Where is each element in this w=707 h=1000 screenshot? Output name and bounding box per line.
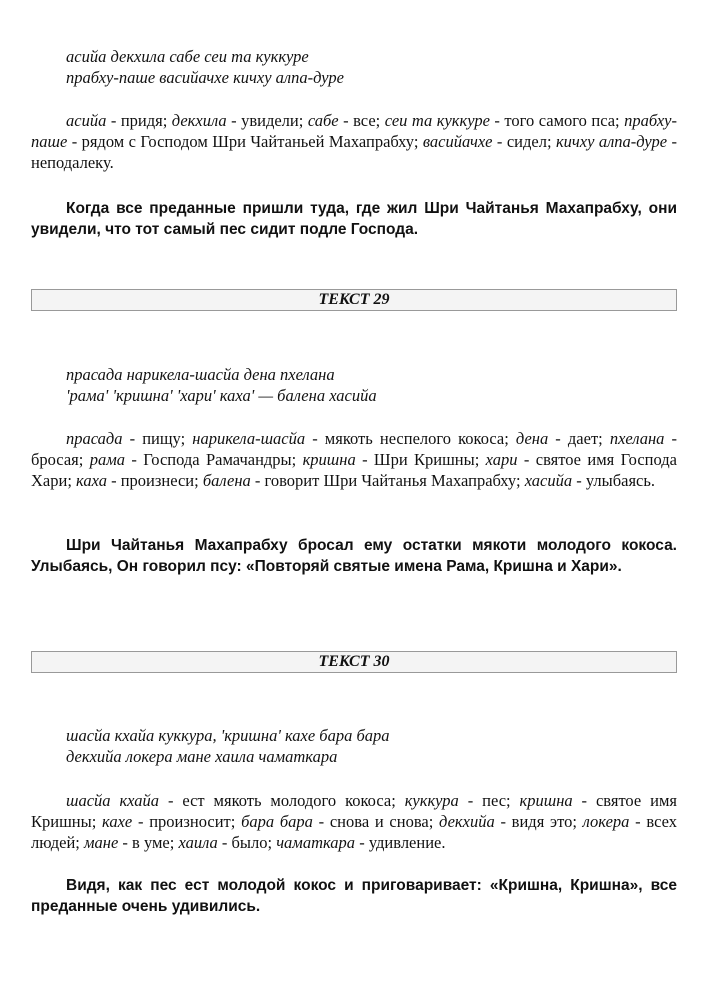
synonym-meaning: все bbox=[353, 111, 376, 130]
synonym-meaning: говорит Шри Чайтанья Махапрабху bbox=[264, 471, 516, 490]
verse-line: асийа декхила сабе сеи та куккуре bbox=[66, 47, 309, 66]
synonyms: шасйа кхайа - ест мякоть молодого кокоса; куккура - пес; кришна - святое имя Кришны; кахе - произносит; бара бара - снова и снова; декхийа - видя это; локера - всех людей; мане - в уме; хаила - было; чаматкара - удивление. bbox=[31, 791, 677, 852]
synonym-meaning: Шри Кришны bbox=[373, 450, 475, 469]
synonym-term: шасйа кхайа bbox=[66, 791, 160, 810]
synonym-term: хасийа bbox=[524, 471, 573, 490]
verse-line: шасйа кхайа куккура, 'кришна' кахе бара бара bbox=[66, 726, 390, 745]
verse-line: 'рама' 'кришна' 'хари' каха' — балена хасийа bbox=[66, 386, 377, 405]
synonym-meaning: произносит bbox=[149, 812, 231, 831]
synonym-term: куккура bbox=[404, 791, 459, 810]
text-heading: ТЕКСТ 29 bbox=[31, 289, 677, 311]
synonym-meaning: снова и снова bbox=[329, 812, 429, 831]
synonym-term: балена bbox=[202, 471, 251, 490]
translation: Видя, как пес ест молодой кокос и приговаривает: «Кришна, Кришна», все преданные очень удивились. bbox=[31, 877, 677, 915]
synonym-meaning: улыбаясь bbox=[585, 471, 651, 490]
synonym-term: хаила bbox=[178, 833, 218, 852]
synonym-term: кришна bbox=[519, 791, 573, 810]
synonym-meaning: удивление bbox=[368, 833, 442, 852]
synonym-term: кичху алпа-дуре bbox=[555, 132, 668, 151]
synonym-term: прабху-паше bbox=[31, 111, 677, 151]
verse bbox=[31, 725, 707, 767]
synonym-term: хари bbox=[485, 450, 518, 469]
synonym-meaning: сидел bbox=[506, 132, 547, 151]
synonym-meaning: в уме bbox=[132, 833, 170, 852]
synonyms: асийа - придя; декхила - увидели; сабе - все; сеи та куккуре - того самого пса; прабху-паше - рядом с Господом Шри Чайтаньей Махапрабху; васийачхе - сидел; кичху алпа-дуре - неподалеку. bbox=[31, 111, 677, 172]
synonym-meaning: бросая bbox=[31, 450, 79, 469]
synonym-meaning: придя bbox=[120, 111, 163, 130]
synonym-term: сабе bbox=[307, 111, 339, 130]
verse-line: декхийа локера мане хаила чаматкара bbox=[66, 747, 338, 766]
synonyms: прасада - пищу; нарикела-шасйа - мякоть неспелого кокоса; дена - дает; пхелана - бросая; рама - Господа Рамачандры; кришна - Шри Кришны; хари - святое имя Господа Хари; каха - произнеси; балена - говорит Шри Чайтанья Махапрабху; хасийа - улыбаясь. bbox=[31, 429, 678, 490]
synonym-term: декхийа bbox=[439, 812, 495, 831]
verse-line: прасада нарикела-шасйа дена пхелана bbox=[66, 365, 335, 384]
synonym-term: нарикела-шасйа bbox=[192, 429, 306, 448]
synonym-meaning: ест мякоть молодого кокоса bbox=[182, 791, 392, 810]
synonym-term: дена bbox=[515, 429, 549, 448]
synonym-meaning: было bbox=[231, 833, 268, 852]
synonym-meaning: пищу bbox=[142, 429, 181, 448]
synonym-term: асийа bbox=[66, 111, 107, 130]
synonym-meaning: увидели bbox=[241, 111, 299, 130]
synonym-term: рама bbox=[89, 450, 125, 469]
synonym-term: локера bbox=[582, 812, 630, 831]
synonym-meaning: святое имя Господа Хари bbox=[31, 450, 677, 490]
synonym-meaning: неподалеку bbox=[31, 153, 110, 172]
synonym-term: сеи та куккуре bbox=[384, 111, 490, 130]
synonym-term: бара бара bbox=[241, 812, 313, 831]
translation: Шри Чайтанья Махапрабху бросал ему остатки мякоти молодого кокоса. Улыбаясь, Он говорил псу: «Повторяй святые имена Рама, Кришна и Хари». bbox=[31, 537, 677, 575]
synonym-meaning: рядом с Господом Шри Чайтаньей Махапрабху bbox=[81, 132, 414, 151]
synonym-meaning: святое имя Кришны bbox=[31, 791, 677, 831]
translation: Когда все преданные пришли туда, где жил Шри Чайтанья Махапрабху, они увидели, что тот самый пес сидит подле Господа. bbox=[31, 200, 677, 238]
synonym-meaning: того самого пса bbox=[504, 111, 616, 130]
text-heading: ТЕКСТ 30 bbox=[31, 651, 677, 673]
synonym-meaning: всех людей bbox=[31, 812, 677, 852]
synonym-term: кришна bbox=[302, 450, 356, 469]
synonym-meaning: Господа Рамачандры bbox=[143, 450, 292, 469]
synonym-term: мане bbox=[84, 833, 119, 852]
synonym-term: кахе bbox=[102, 812, 133, 831]
synonym-meaning: видя это bbox=[511, 812, 573, 831]
verse bbox=[31, 364, 707, 406]
verse-line: прабху-паше васийачхе кичху алпа-дуре bbox=[66, 68, 344, 87]
synonym-meaning: мякоть неспелого кокоса bbox=[324, 429, 505, 448]
synonym-term: декхила bbox=[171, 111, 227, 130]
synonym-meaning: дает bbox=[567, 429, 599, 448]
synonym-term: пхелана bbox=[609, 429, 665, 448]
synonym-meaning: пес bbox=[482, 791, 507, 810]
synonym-meaning: произнеси bbox=[120, 471, 195, 490]
synonym-term: прасада bbox=[66, 429, 123, 448]
synonym-term: каха bbox=[76, 471, 107, 490]
synonym-term: чаматкара bbox=[276, 833, 356, 852]
verse bbox=[31, 46, 707, 88]
synonym-term: васийачхе bbox=[422, 132, 493, 151]
